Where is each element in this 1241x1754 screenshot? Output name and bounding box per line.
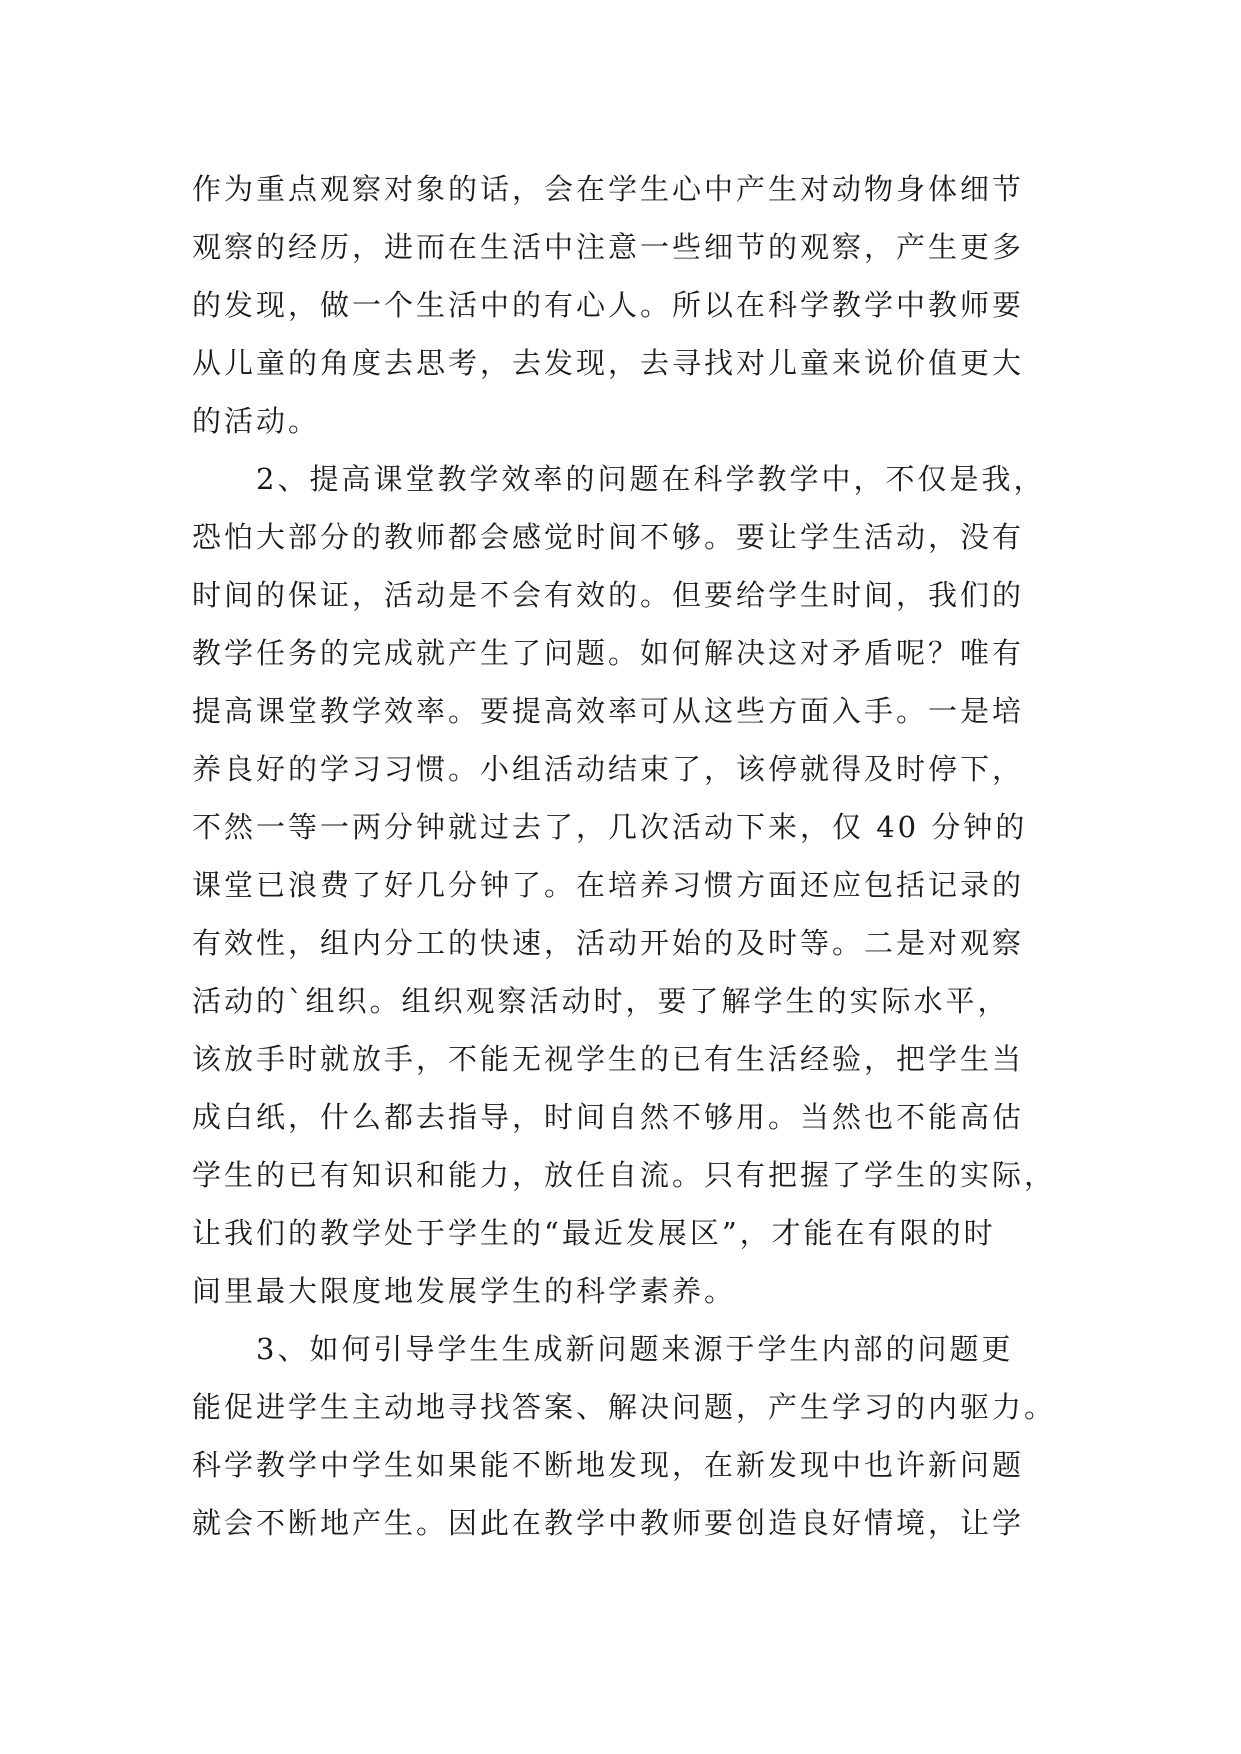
paragraph-3-start: 3、如何引导学生生成新问题来源于学生内部的问题更	[192, 1332, 1014, 1366]
paragraph-2-start: 2、提高课堂教学效率的问题在科学教学中，不仅是我，	[192, 462, 1046, 496]
text-line: 观察的经历，进而在生活中注意一些细节的观察，产生更多	[192, 230, 1025, 264]
text-line: 不然一等一两分钟就过去了，几次活动下来，仅 40 分钟的	[192, 810, 1028, 844]
text-line: 提高课堂教学效率。要提高效率可从这些方面入手。一是培	[192, 694, 1025, 728]
text-line: 成白纸，什么都去指导，时间自然不够用。当然也不能高估	[192, 1100, 1025, 1134]
text-line: 恐怕大部分的教师都会感觉时间不够。要让学生活动，没有	[192, 520, 1025, 554]
text-line: 间里最大限度地发展学生的科学素养。	[192, 1274, 737, 1308]
text-line: 活动的`组织。组织观察活动时，要了解学生的实际水平，	[192, 984, 1010, 1018]
text-line: 让我们的教学处于学生的“最近发展区”，才能在有限的时	[192, 1216, 996, 1250]
text-line: 教学任务的完成就产生了问题。如何解决这对矛盾呢？唯有	[192, 636, 1025, 670]
text-line: 养良好的学习习惯。小组活动结束了，该停就得及时停下，	[192, 752, 1025, 786]
body-text	[192, 160, 1072, 1552]
text-line: 该放手时就放手，不能无视学生的已有生活经验，把学生当	[192, 1042, 1025, 1076]
text-line: 课堂已浪费了好几分钟了。在培养习惯方面还应包括记录的	[192, 868, 1025, 902]
text-line: 时间的保证，活动是不会有效的。但要给学生时间，我们的	[192, 578, 1025, 612]
text-line: 就会不断地产生。因此在教学中教师要创造良好情境，让学	[192, 1506, 1025, 1540]
text-line: 科学教学中学生如果能不断地发现，在新发现中也许新问题	[192, 1448, 1025, 1482]
text-line: 有效性，组内分工的快速，活动开始的及时等。二是对观察	[192, 926, 1025, 960]
text-line: 作为重点观察对象的话，会在学生心中产生对动物身体细节	[192, 172, 1025, 206]
text-line: 学生的已有知识和能力，放任自流。只有把握了学生的实际，	[192, 1158, 1057, 1192]
text-line: 的发现，做一个生活中的有心人。所以在科学教学中教师要	[192, 288, 1025, 322]
text-line: 从儿童的角度去思考，去发现，去寻找对儿童来说价值更大	[192, 346, 1025, 380]
text-line: 能促进学生主动地寻找答案、解决问题，产生学习的内驱力。	[192, 1390, 1057, 1424]
text-line: 的活动。	[192, 404, 321, 438]
